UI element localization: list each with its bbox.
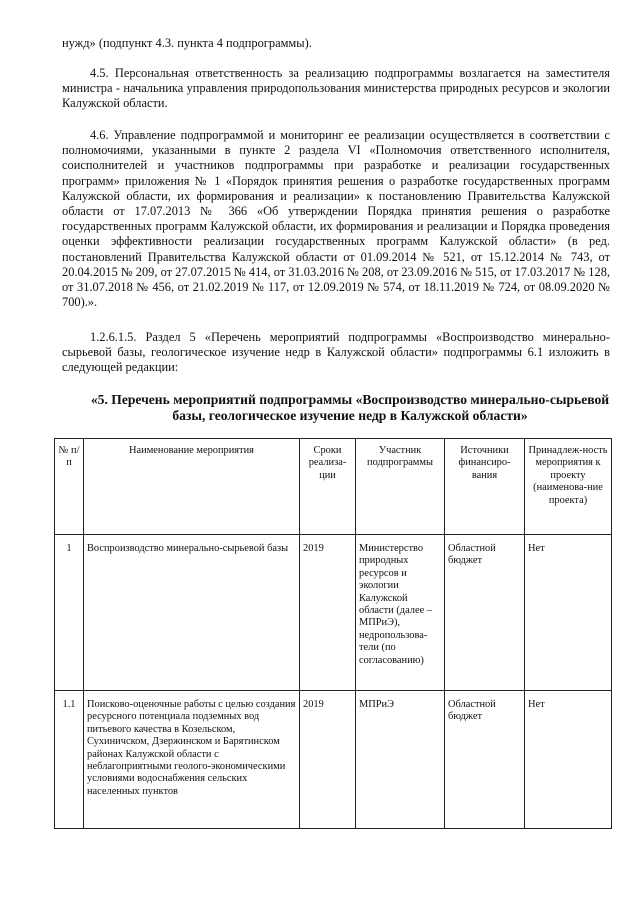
cell-source: Областной бюджет bbox=[445, 535, 525, 691]
cell-participant: МПРиЭ bbox=[356, 691, 445, 829]
table-header-row bbox=[55, 439, 612, 535]
cell-name: Поисково-оценочные работы с целью создания ресурсного потенциала подземных вод питьевого качества в Козельском, Сухиничском, Дзержинском и Барятинском районах Калужской области с неблагоприятными геолого-экономическими условиями водоснабжения сельских населенных пунктов bbox=[84, 691, 300, 829]
header-source: Источники финансиро-вания bbox=[445, 439, 525, 535]
paragraph-1-2-6-1-5: 1.2.6.1.5. Раздел 5 «Перечень мероприятий подпрограммы «Воспроизводство минерально-сырьевой базы, геологическое изучение недр в Калужской области» подпрограммы 6.1 изложить в следующей редакции: bbox=[62, 330, 610, 375]
header-name: Наименование мероприятия bbox=[84, 439, 300, 535]
header-participant: Участник подпрограммы bbox=[356, 439, 445, 535]
table-row bbox=[55, 691, 612, 829]
cell-source: Областной бюджет bbox=[445, 691, 525, 829]
cell-num: 1 bbox=[55, 535, 84, 691]
cell-term: 2019 bbox=[300, 691, 356, 829]
table-row bbox=[55, 535, 612, 691]
cell-project: Нет bbox=[525, 691, 612, 829]
cell-num: 1.1 bbox=[55, 691, 84, 829]
header-project: Принадлеж-ность мероприятия к проекту (наименова-ние проекта) bbox=[525, 439, 612, 535]
section-title: «5. Перечень мероприятий подпрограммы «Воспроизводство минерально-сырьевой базы, геологическое изучение недр в Калужской области» bbox=[90, 392, 610, 423]
cell-project: Нет bbox=[525, 535, 612, 691]
paragraph-4-6: 4.6. Управление подпрограммой и мониторинг ее реализации осуществляется в соответствии с полномочиями, указанными в пункте 2 раздела VI «Полномочия ответственного исполнителя, соисполнителей и участников подпрограммы при разработке и реализации государственных программ» приложения № 1 «Порядок принятия решения о разработке государственных программ Калужской области, их формирования и реализации» к постановлению Правительства Калужской области от 17.07.2013 № 366 «Об утверждении Порядка принятия решения о разработке государственных программ Калужской области, их формирования и реализации и Порядка проведения оценки эффективности реализации государственных программ Калужской области» (в ред. постановлений Правительства Калужской области от 01.09.2014 № 521, от 15.12.2014 № 743, от 20.04.2015 № 209, от 27.07.2015 № 414, от 31.03.2016 № 208, от 23.09.2016 № 515, от 17.03.2017 № 128, от 31.07.2018 № 456, от 21.02.2019 № 117, от 12.09.2019 № 574, от 18.11.2019 № 724, от 08.09.2020 № 700).». bbox=[62, 128, 610, 310]
header-term: Сроки реализа-ции bbox=[300, 439, 356, 535]
cell-participant: Министерство природных ресурсов и экологии Калужской области (далее – МПРиЭ), недропользова-тели (по согласованию) bbox=[356, 535, 445, 691]
header-num: № п/п bbox=[55, 439, 84, 535]
cell-term: 2019 bbox=[300, 535, 356, 691]
paragraph-4-5: 4.5. Персональная ответственность за реализацию подпрограммы возлагается на заместителя министра - начальника управления природопользования министерства природных ресурсов и экологии Калужской области. bbox=[62, 66, 610, 111]
cell-name: Воспроизводство минерально-сырьевой базы bbox=[84, 535, 300, 691]
measures-table bbox=[54, 438, 612, 829]
paragraph-continuation: нужд» (подпункт 4.3. пункта 4 подпрограммы). bbox=[62, 36, 312, 50]
